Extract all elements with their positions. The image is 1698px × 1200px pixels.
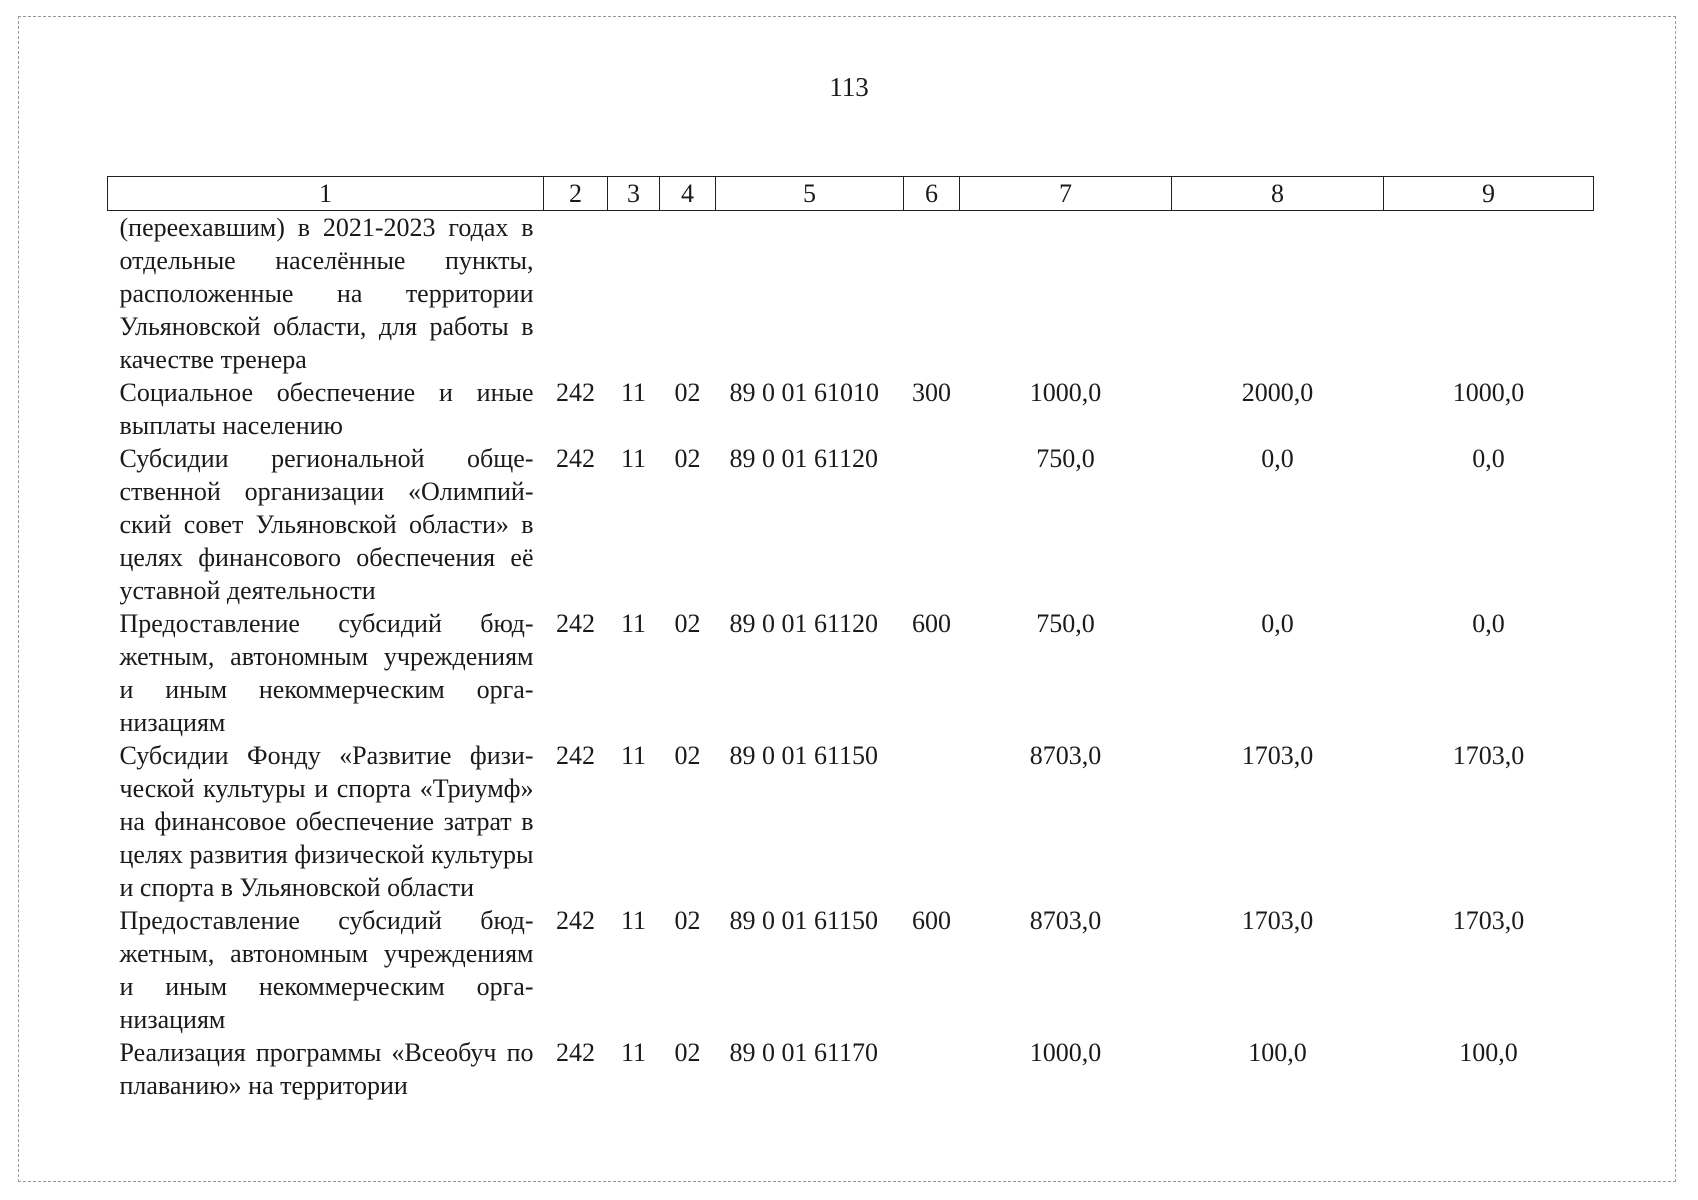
cell-col-2: 242 bbox=[556, 609, 595, 638]
cell-col-5: 89 0 01 61150 bbox=[729, 741, 879, 770]
cell-col-4: 02 bbox=[674, 906, 701, 935]
cell-col-4 bbox=[660, 211, 716, 377]
cell-col-9: 1000,0 bbox=[1452, 378, 1525, 407]
header-cell-4: 4 bbox=[660, 177, 716, 211]
cell-col-5: 89 0 01 61170 bbox=[729, 1038, 879, 1067]
cell-col-8: 100,0 bbox=[1248, 1038, 1307, 1067]
cell-col-2: 242 bbox=[556, 444, 595, 473]
cell-col-8: 1703,0 bbox=[1241, 906, 1314, 935]
cell-col-3: 11 bbox=[620, 444, 647, 473]
cell-col-7: 8703,0 bbox=[1029, 906, 1102, 935]
header-cell-8: 8 bbox=[1172, 177, 1384, 211]
cell-col-9: 0,0 bbox=[1472, 609, 1505, 638]
cell-col-4: 02 bbox=[674, 1038, 701, 1067]
cell-col-7 bbox=[960, 211, 1172, 377]
cell-col-2: 242 bbox=[556, 1038, 595, 1067]
cell-col-9: 100,0 bbox=[1459, 1038, 1518, 1067]
cell-col-8: 2000,0 bbox=[1241, 378, 1314, 407]
cell-col-6 bbox=[904, 442, 960, 607]
cell-col-3: 11 bbox=[620, 906, 647, 935]
cell-col-4: 02 bbox=[674, 444, 701, 473]
cell-col-6: 300 bbox=[912, 378, 951, 407]
row-description: Реализация программы «Всеобуч по плаванию» на территории bbox=[119, 1038, 534, 1100]
cell-col-2 bbox=[544, 211, 608, 377]
table-header-row bbox=[108, 177, 1594, 211]
cell-col-8: 0,0 bbox=[1261, 444, 1294, 473]
table-row bbox=[108, 904, 1594, 1036]
cell-col-2: 242 bbox=[556, 378, 595, 407]
cell-col-5: 89 0 01 61150 bbox=[729, 906, 879, 935]
table-row bbox=[108, 1036, 1594, 1102]
cell-col-5: 89 0 01 61010 bbox=[729, 378, 879, 407]
cell-col-3: 11 bbox=[620, 609, 647, 638]
row-description: Субсидии региональной общественной организации «Олимпийский совет Ульяновской области» в целях финансового обеспечения её уставной деятельности bbox=[119, 444, 534, 605]
cell-col-3: 11 bbox=[620, 1038, 647, 1067]
cell-col-5 bbox=[716, 211, 904, 377]
page-number: 113 bbox=[829, 72, 869, 102]
cell-col-7: 8703,0 bbox=[1029, 741, 1102, 770]
cell-col-4: 02 bbox=[674, 609, 701, 638]
cell-col-3 bbox=[608, 211, 660, 377]
cell-col-6 bbox=[904, 739, 960, 904]
header-cell-6: 6 bbox=[904, 177, 960, 211]
row-description: Субсидии Фонду «Развитие физической культуры и спорта «Триумф» на финансовое обеспечение затрат в целях развития физической культуры и спорта в Ульяновской области bbox=[119, 741, 534, 902]
row-description: (переехавшим) в 2021-2023 годах в отдельные населённые пункты, расположенные на территории Ульяновской области, для работы в качестве тренера bbox=[119, 213, 534, 374]
cell-col-7: 750,0 bbox=[1036, 609, 1095, 638]
table-row bbox=[108, 442, 1594, 607]
cell-col-4: 02 bbox=[674, 378, 701, 407]
cell-col-3: 11 bbox=[620, 741, 647, 770]
header-cell-3: 3 bbox=[608, 177, 660, 211]
cell-col-2: 242 bbox=[556, 741, 595, 770]
header-cell-5: 5 bbox=[716, 177, 904, 211]
row-description: Предоставление субсидий бюджетным, автономным учреждениям и иным некоммерческим организациям bbox=[119, 906, 534, 1034]
cell-col-2: 242 bbox=[556, 906, 595, 935]
header-cell-2: 2 bbox=[544, 177, 608, 211]
table-row bbox=[108, 211, 1594, 377]
header-cell-9: 9 bbox=[1384, 177, 1594, 211]
row-description: Предоставление субсидий бюджетным, автономным учреждениям и иным некоммерческим организациям bbox=[119, 609, 534, 737]
cell-col-7: 750,0 bbox=[1036, 444, 1095, 473]
cell-col-8: 0,0 bbox=[1261, 609, 1294, 638]
cell-col-6 bbox=[904, 211, 960, 377]
header-cell-7: 7 bbox=[960, 177, 1172, 211]
cell-col-9: 0,0 bbox=[1472, 444, 1505, 473]
cell-col-9: 1703,0 bbox=[1452, 906, 1525, 935]
cell-col-7: 1000,0 bbox=[1029, 1038, 1102, 1067]
cell-col-7: 1000,0 bbox=[1029, 378, 1102, 407]
cell-col-8: 1703,0 bbox=[1241, 741, 1314, 770]
table-row bbox=[108, 739, 1594, 904]
cell-col-3: 11 bbox=[620, 378, 647, 407]
cell-col-9 bbox=[1384, 211, 1594, 377]
cell-col-6: 600 bbox=[912, 906, 951, 935]
table-row bbox=[108, 376, 1594, 442]
cell-col-9: 1703,0 bbox=[1452, 741, 1525, 770]
table-row bbox=[108, 607, 1594, 739]
cell-col-6: 600 bbox=[912, 609, 951, 638]
cell-col-5: 89 0 01 61120 bbox=[729, 609, 879, 638]
budget-table bbox=[107, 176, 1594, 1102]
cell-col-6 bbox=[904, 1036, 960, 1102]
cell-col-4: 02 bbox=[674, 741, 701, 770]
cell-col-8 bbox=[1172, 211, 1384, 377]
cell-col-5: 89 0 01 61120 bbox=[729, 444, 879, 473]
header-cell-1: 1 bbox=[108, 177, 544, 211]
row-description: Социальное обеспечение и иные выплаты населению bbox=[119, 378, 534, 440]
